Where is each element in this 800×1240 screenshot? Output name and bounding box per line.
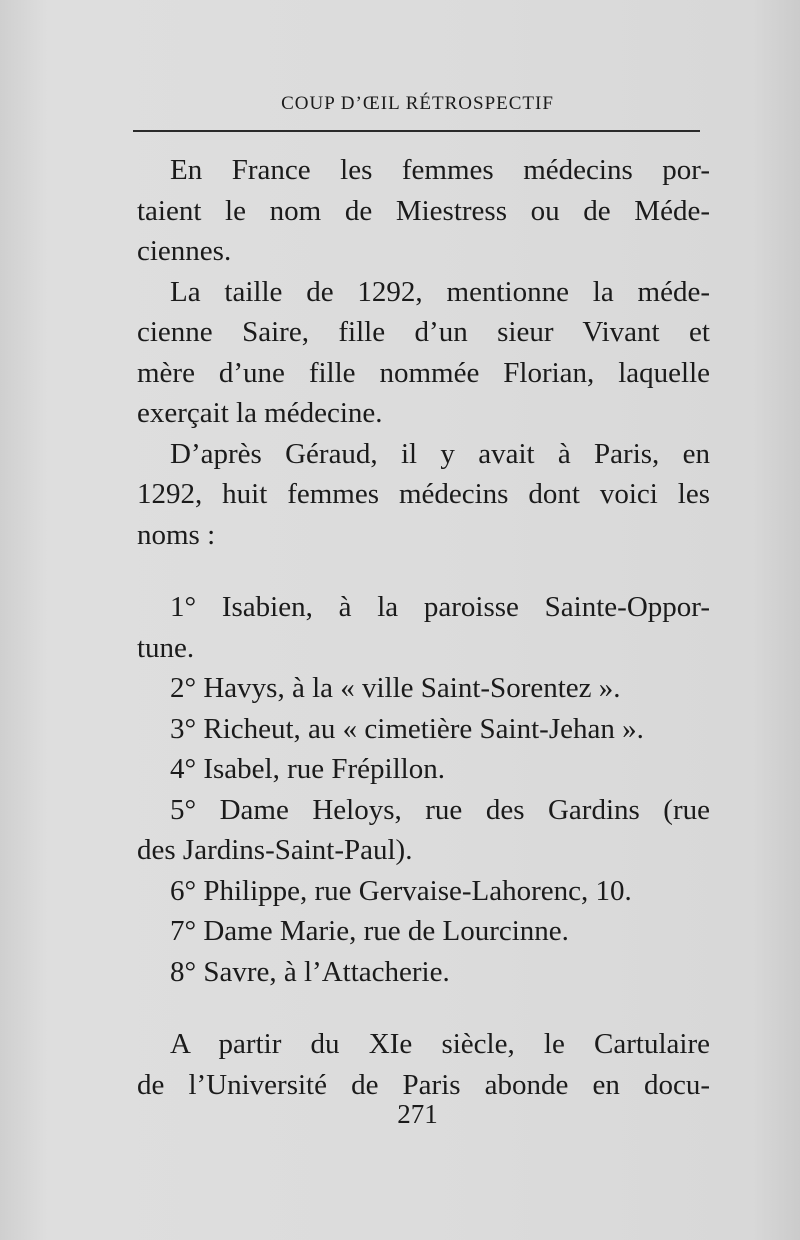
running-header: COUP D’ŒIL RÉTROSPECTIF (281, 93, 554, 114)
header-rule (133, 130, 700, 132)
text-line: La taille de 1292, mentionne la méde- (170, 275, 710, 308)
text-line: ciennes. (137, 235, 232, 267)
text-line: de l’Université de Paris abonde en docu- (137, 1068, 710, 1101)
text-line: D’après Géraud, il y avait à Paris, en (170, 437, 710, 470)
text-line: En France les femmes médecins por- (170, 154, 710, 186)
paragraph-gap (137, 992, 710, 1024)
list-item: 4° Isabel, rue Frépillon. (170, 753, 445, 785)
paragraph-gap (137, 555, 710, 587)
text-line: noms : (137, 518, 216, 551)
body-text (137, 150, 710, 1105)
list-item: 1° Isabien, à la paroisse Sainte-Oppor- (170, 591, 710, 623)
list-item-continuation: des Jardins-Saint-Paul). (137, 834, 413, 866)
list-item: 6° Philippe, rue Gervaise-Lahorenc, 10. (170, 874, 632, 907)
list-item: 8° Savre, à l’Attacherie. (170, 955, 450, 988)
text-line: exerçait la médecine. (137, 397, 383, 429)
list-item: 3° Richeut, au « cimetière Saint-Jehan ». (170, 712, 644, 745)
text-line: taient le nom de Miestress ou de Méde- (137, 194, 710, 227)
page-number: 271 (397, 1099, 438, 1129)
list-item: 7° Dame Marie, rue de Lourcinne. (170, 915, 569, 947)
list-item: 5° Dame Heloys, rue des Gardins (rue (170, 793, 710, 826)
text-line: 1292, huit femmes médecins dont voici les (137, 478, 710, 510)
text-line: A partir du XIe siècle, le Cartulaire (170, 1028, 710, 1060)
list-item: 2° Havys, à la « ville Saint-Sorentez ». (170, 672, 621, 704)
text-line: mère d’une fille nommée Florian, laquelle (137, 356, 710, 389)
text-line: cienne Saire, fille d’un sieur Vivant et (137, 316, 710, 348)
list-item-continuation: tune. (137, 631, 195, 664)
